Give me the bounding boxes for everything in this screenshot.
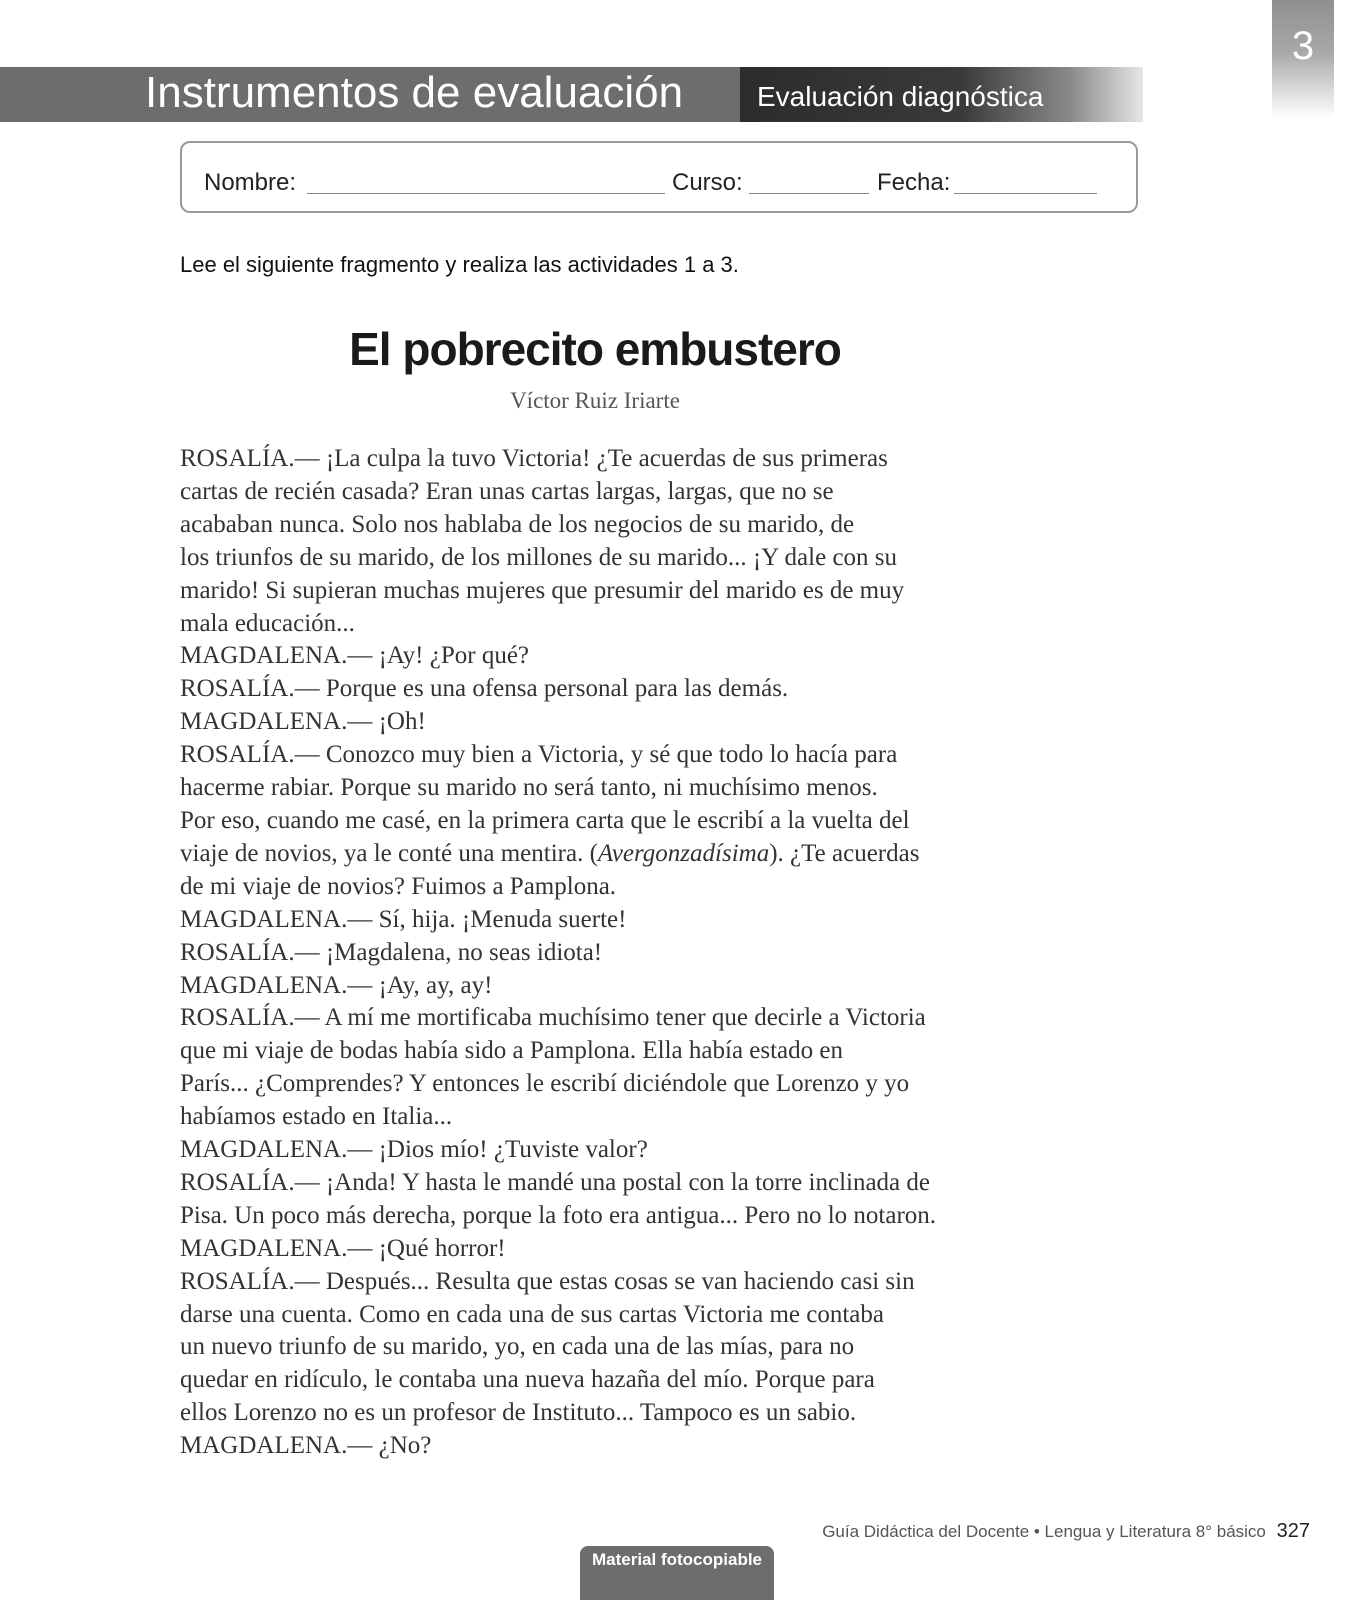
story-line: Por eso, cuando me casé, en la primera carta que le escribí a la vuelta del — [180, 806, 910, 834]
photocopy-label: Material fotocopiable — [580, 1546, 774, 1600]
story-line: de mi viaje de novios? Fuimos a Pamplona. — [180, 872, 617, 900]
story-line: mala educación... — [180, 609, 355, 637]
story-line: los triunfos de su marido, de los millones de su marido... ¡Y dale con su — [180, 543, 898, 571]
story-line: habíamos estado en Italia... — [180, 1103, 453, 1131]
story-line: MAGDALENA.— ¡Dios mío! ¿Tuviste valor? — [180, 1136, 648, 1164]
header-subtitle-block — [740, 67, 1143, 122]
story-line: marido! Si supieran muchas mujeres que presumir del marido es de muy — [180, 576, 905, 604]
page-number: 327 — [1276, 1520, 1310, 1542]
story-line: MAGDALENA.— ¿No? — [180, 1432, 432, 1460]
footer-guide-text: Guía Didáctica del Docente • Lengua y Literatura 8° básico — [822, 1522, 1266, 1541]
story-line: acababan nunca. Solo nos hablaba de los negocios de su marido, de — [180, 510, 855, 538]
story-line: MAGDALENA.— ¡Qué horror! — [180, 1234, 506, 1262]
story-line: viaje de novios, ya le conté una mentira. (Avergonzadísima). ¿Te acuerdas — [180, 839, 920, 867]
story-line: un nuevo triunfo de su marido, yo, en cada una de las mías, para no — [180, 1333, 855, 1361]
course-label: Curso: — [672, 169, 743, 196]
name-line[interactable] — [307, 193, 665, 194]
instruction-text: Lee el siguiente fragmento y realiza las actividades 1 a 3. — [180, 252, 739, 277]
story-line: MAGDALENA.— ¡Oh! — [180, 708, 426, 736]
date-label: Fecha: — [877, 169, 951, 196]
story-line: ROSALÍA.— Después... Resulta que estas cosas se van haciendo casi sin — [180, 1267, 915, 1295]
story-line: París... ¿Comprendes? Y entonces le escribí diciéndole que Lorenzo y yo — [180, 1070, 910, 1098]
story-line: hacerme rabiar. Porque su marido no será tanto, ni muchísimo menos. — [180, 774, 878, 802]
story-line: darse una cuenta. Como en cada una de sus cartas Victoria me contaba — [180, 1300, 885, 1328]
story-line: ROSALÍA.— ¡Anda! Y hasta le mandé una postal con la torre inclinada de — [180, 1168, 930, 1196]
story-line: MAGDALENA.— ¡Ay, ay, ay! — [180, 971, 493, 999]
student-info-box — [180, 141, 1138, 213]
course-line[interactable] — [749, 193, 869, 194]
story-line: que mi viaje de bodas había sido a Pamplona. Ella había estado en — [180, 1037, 844, 1065]
name-label: Nombre: — [204, 169, 297, 196]
story-line: ROSALÍA.— ¡Magdalena, no seas idiota! — [180, 938, 603, 966]
story-line: ellos Lorenzo no es un profesor de Instituto... Tampoco es un sabio. — [180, 1399, 857, 1427]
story-line: ROSALÍA.— ¡La culpa la tuvo Victoria! ¿Te acuerdas de sus primeras — [180, 445, 888, 472]
story-line: MAGDALENA.— Sí, hija. ¡Menuda suerte! — [180, 905, 627, 933]
story-line: Pisa. Un poco más derecha, porque la foto era antigua... Pero no lo notaron. — [180, 1201, 937, 1229]
date-line[interactable] — [954, 193, 1097, 194]
story-line: MAGDALENA.— ¡Ay! ¿Por qué? — [180, 642, 530, 670]
story-body — [180, 443, 1020, 1463]
header-subtitle: Evaluación diagnóstica — [757, 81, 1044, 112]
story-line: cartas de recién casada? Eran unas cartas largas, largas, que no se — [180, 477, 834, 505]
story-line: ROSALÍA.— Porque es una ofensa personal para las demás. — [180, 675, 789, 703]
unit-number-tab: 3 — [1272, 0, 1334, 118]
footer-guide — [822, 1520, 1310, 1543]
header-title: Instrumentos de evaluación — [145, 68, 684, 117]
story-line: quedar en ridículo, le contaba una nueva hazaña del mío. Porque para — [180, 1366, 875, 1394]
story-line: ROSALÍA.— Conozco muy bien a Victoria, y sé que todo lo hacía para — [180, 741, 898, 769]
story-title: El pobrecito embustero — [349, 323, 841, 375]
story-author: Víctor Ruiz Iriarte — [510, 388, 680, 413]
story-line: ROSALÍA.— A mí me mortificaba muchísimo tener que decirle a Victoria — [180, 1004, 926, 1032]
